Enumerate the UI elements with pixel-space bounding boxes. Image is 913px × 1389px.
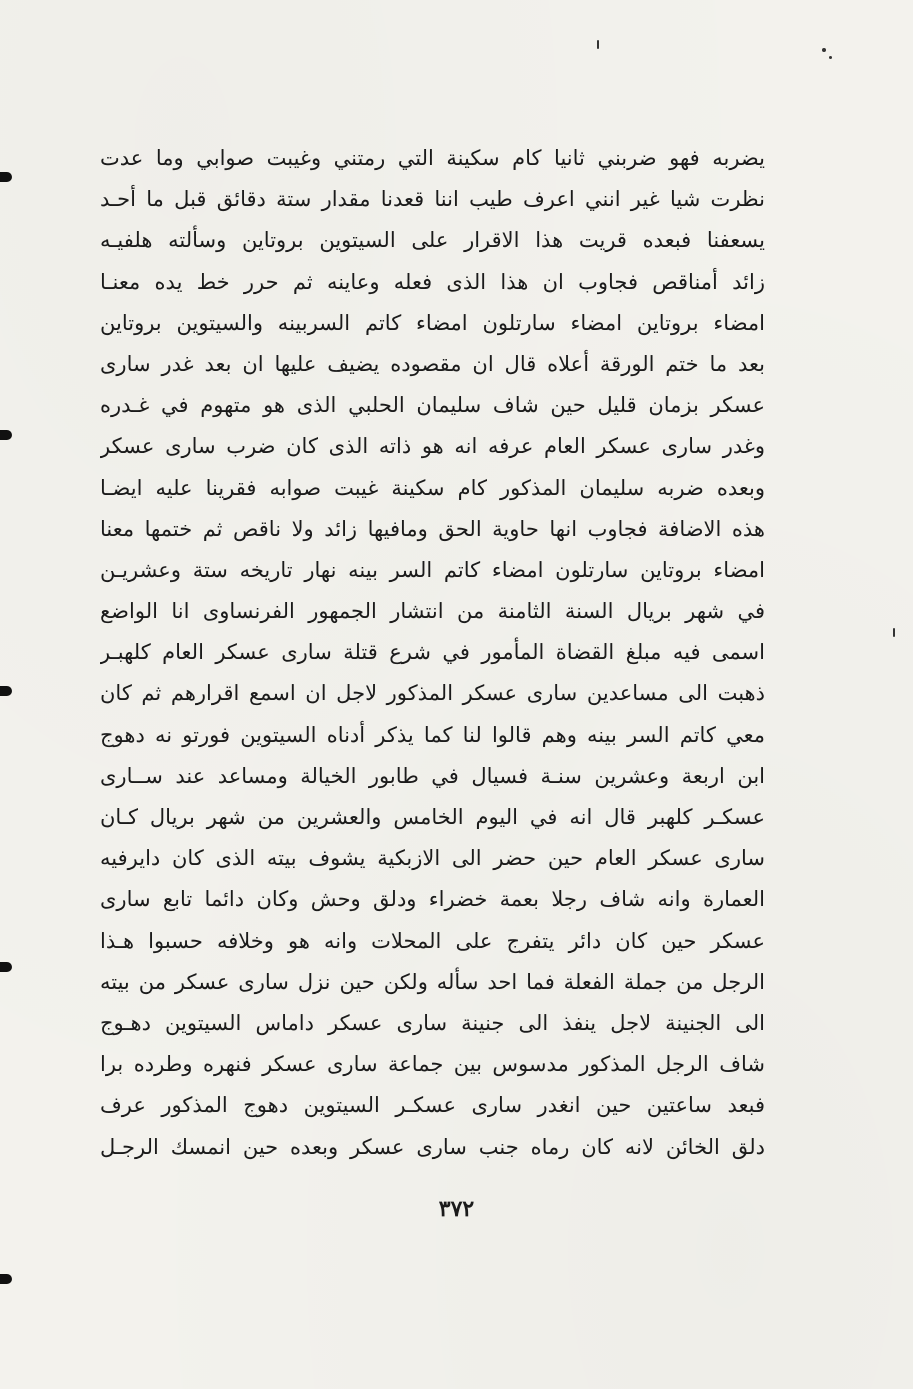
binding-hole-mark <box>0 686 12 696</box>
paper-speck <box>893 628 895 637</box>
text-line: زائد أمناقص فجاوب ان هذا الذى فعله وعاينه ثم حرر خط يده معنـا <box>100 269 765 294</box>
text-line: في شهر بريال السنة الثامنة من انتشار الجمهور الفرنساوى انا الواضع <box>100 599 765 624</box>
text-line: امضاء بروتاين امضاء سارتلون امضاء كاتم السربينه والسيتوين بروتاين <box>100 310 765 335</box>
text-line: نظرت شيا غير انني اعرف طيب اننا قعدنا مقدار ستة دقائق قبل ما أحـد <box>100 187 765 212</box>
binding-hole-mark <box>0 172 12 182</box>
paper-speck <box>597 40 599 49</box>
text-line: هذه الاضافة فجاوب انها حاوية الحق ومافيها زائد ولا ناقص ثم ختمها معنا <box>100 516 765 541</box>
page-number: ٣٧٢ <box>438 1196 475 1222</box>
text-line: بعد ما ختم الورقة أعلاه قال ان مقصوده يضيف عليها ان بعد غدر سارى <box>100 351 765 376</box>
text-line: عسكر حين كان دائر يتفرج على المحلات وانه هو وخلافه حسبوا هـذا <box>100 928 765 953</box>
text-line: يضربه فهو ضربني ثانيا كام سكينة التي رمتني وغيبت صوابي وما عدت <box>100 146 765 170</box>
text-line: ابن اربعة وعشرين سنـة فسيال في طابور الخيالة ومساعد عند ســارى <box>100 763 765 788</box>
text-line: عسكر بزمان قليل حين شاف سليمان الحلبي الذى هو متهوم في غـدره <box>100 393 765 418</box>
binding-hole-mark <box>0 1274 12 1284</box>
text-line: وغدر سارى عسكر العام عرفه انه هو ذاته الذى كان ضرب سارى عسكر <box>100 434 765 459</box>
text-line: وبعده ضربه سليمان المذكور كام سكينة غيبت صوابه فقرينا عليه ايضـا <box>100 475 765 500</box>
text-line: العمارة وانه شاف رجلا بعمة خضراء ودلق وحش وكان دائما تابع سارى <box>100 887 765 912</box>
text-line: الرجل من جملة الفعلة فما احد سأله ولكن حين نزل سارى عسكر من بيته <box>100 969 765 994</box>
text-line: امضاء بروتاين سارتلون امضاء كاتم السر بينه نهار تاريخه ستة وعشريـن <box>100 557 765 582</box>
text-line: يسعفنا فبعده قريت هذا الاقرار على السيتوين بروتاين وسألته هلفيـه <box>100 228 765 253</box>
text-line: معي كاتم السر بينه وهم قالوا لنا كما يذكر أدناه السيتوين فورتو نه دهوج <box>100 722 765 747</box>
text-line: شاف الرجل المذكور مدسوس بين جماعة سارى عسكر فنهره وطرده برا <box>100 1052 765 1077</box>
text-line: فبعد ساعتين حين انغدر سارى عسكـر السيتوين دهوج المذكور عرف <box>100 1093 765 1118</box>
text-line: سارى عسكر العام حين حضر الى الازبكية يشوف بيته الذى كان دايرفيه <box>100 846 765 871</box>
text-line: عسكـر كلهبر قال انه في اليوم الخامس والعشرين من شهر بريال كـان <box>100 805 765 829</box>
text-line: الى الجنينة لاجل ينفذ الى جنينة سارى عسكر داماس السيتوين دهـوج <box>100 1010 765 1035</box>
binding-hole-mark <box>0 430 12 440</box>
text-line: ذهبت الى مساعدين سارى عسكر المذكور لاجل ان اسمع اقرارهم ثم كان <box>100 681 765 706</box>
binding-hole-mark <box>0 962 12 972</box>
text-line: اسمى فيه مبلغ القضاة المأمور في شرع قتلة سارى عسكر العام كلهبـر <box>100 640 765 665</box>
paper-speck <box>829 56 832 59</box>
paper-speck <box>822 48 826 52</box>
text-line: دلق الخائن لانه كان رماه جنب سارى عسكر وبعده حين انمسك الرجـل <box>100 1134 765 1159</box>
body-text <box>100 138 765 1168</box>
